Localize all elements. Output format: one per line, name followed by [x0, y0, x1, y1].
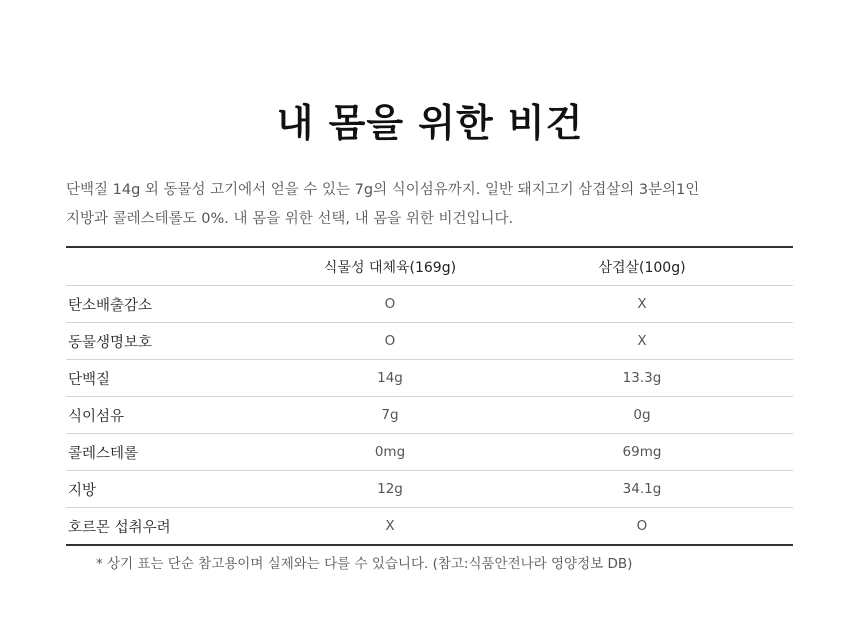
pork-value: 34.1g — [622, 481, 662, 497]
row-label: 콜레스테롤 — [68, 445, 139, 462]
plant-value: 0mg — [374, 444, 406, 460]
row-label: 지방 — [68, 482, 97, 499]
intro-line-2: 지방과 콜레스테롤도 0%. 내 몸을 위한 선택, 내 몸을 위한 비건입니다. — [66, 211, 514, 227]
header-cell-pork: 삼겹살(100g) — [598, 259, 686, 276]
table-row — [66, 360, 793, 397]
pork-value: 13.3g — [622, 370, 662, 386]
table-row — [66, 434, 793, 471]
pork-value: 0g — [633, 407, 651, 423]
table-row — [66, 508, 793, 544]
plant-value: 14g — [377, 370, 403, 386]
table-row — [66, 397, 793, 434]
plant-value: O — [384, 296, 396, 312]
intro-text — [66, 176, 806, 234]
plant-value: O — [384, 333, 396, 349]
plant-value: X — [385, 518, 395, 534]
comparison-table — [66, 246, 793, 546]
plant-value: 7g — [381, 407, 399, 423]
table-row — [66, 323, 793, 360]
pork-value: X — [637, 333, 647, 349]
footnote: * 상기 표는 단순 참고용이며 실제와는 다를 수 있습니다. (참고:식품안전나라 영양정보 DB) — [96, 556, 633, 572]
table-header-row — [66, 248, 793, 286]
table-row — [66, 286, 793, 323]
row-label: 탄소배출감소 — [68, 297, 153, 314]
pork-value: O — [636, 518, 648, 534]
row-label: 동물생명보호 — [68, 334, 153, 351]
row-label: 단백질 — [68, 371, 111, 388]
plant-value: 12g — [377, 481, 403, 497]
pork-value: 69mg — [622, 444, 662, 460]
pork-value: X — [637, 296, 647, 312]
header-cell-plant: 식물성 대체육(169g) — [323, 259, 457, 276]
page-title: 내 몸을 위한 비건 — [276, 101, 584, 145]
row-label: 식이섬유 — [68, 408, 125, 425]
intro-line-1: 단백질 14g 외 동물성 고기에서 얻을 수 있는 7g의 식이섬유까지. 일반 돼지고기 삼겹살의 3분의1인 — [66, 182, 700, 198]
table-row — [66, 471, 793, 508]
row-label: 호르몬 섭취우려 — [68, 519, 171, 536]
